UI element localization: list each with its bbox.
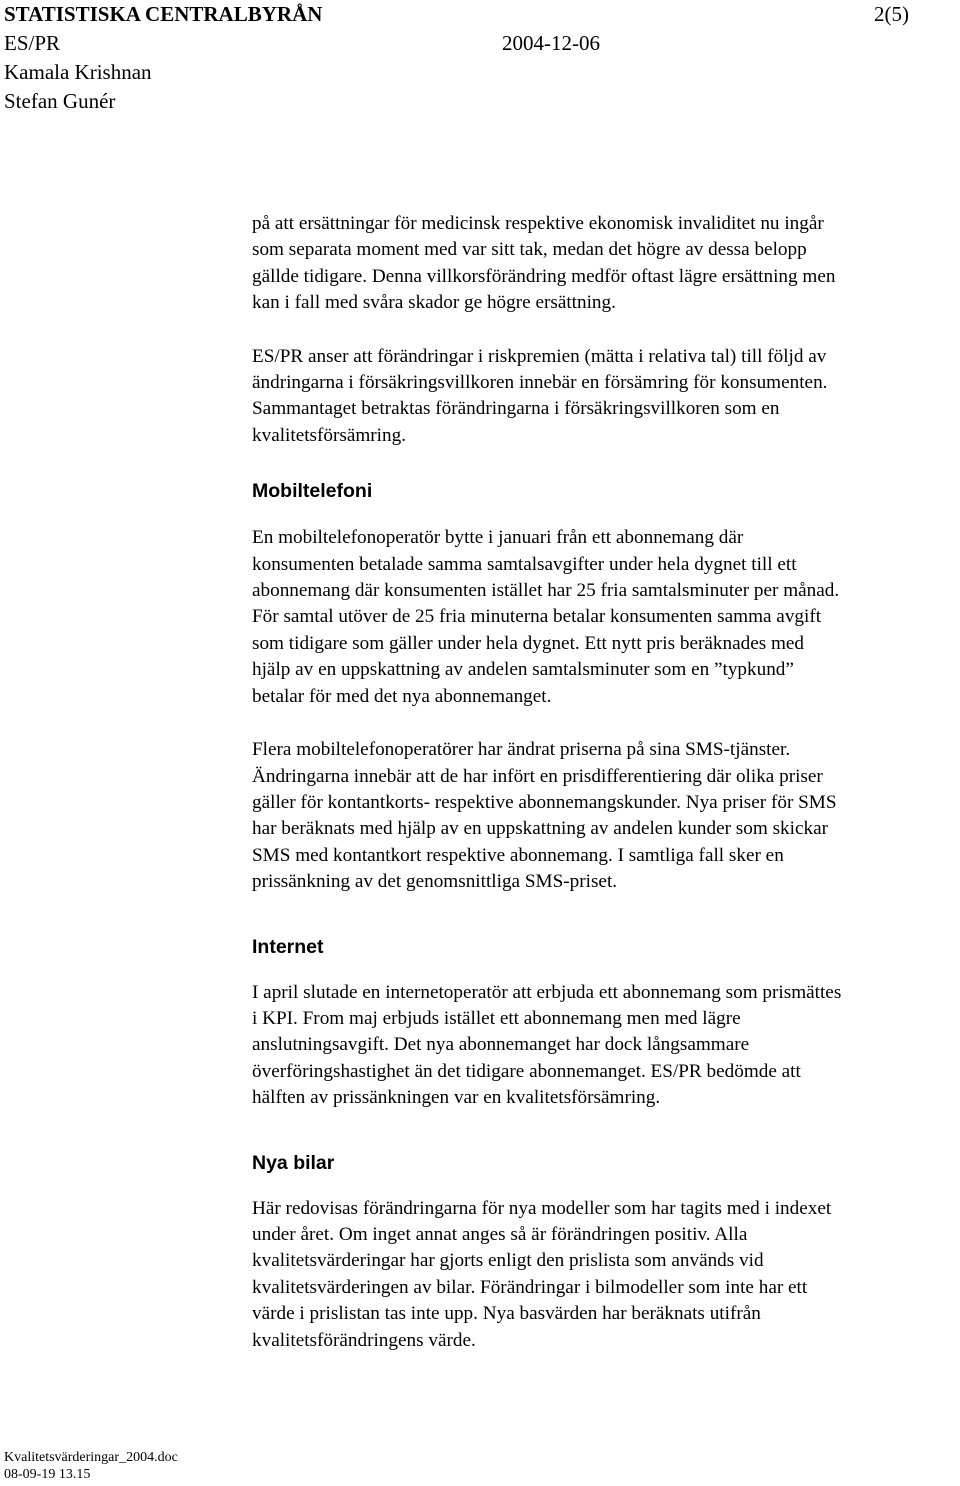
- footer-filename: Kvalitetsvärderingar_2004.doc: [4, 1450, 178, 1465]
- text-line: under året. Om inget annat anges så är förändringen positiv. Alla: [252, 1223, 748, 1245]
- espr-paragraph: [252, 344, 958, 450]
- text-line: Flera mobiltelefonoperatörer har ändrat priserna på sina SMS-tjänster.: [252, 739, 791, 761]
- page-header: [4, 0, 956, 116]
- text-line: värde i prislistan tas inte upp. Nya basvärden har beräknats utifrån: [252, 1303, 761, 1325]
- cars-paragraph: [252, 1196, 958, 1354]
- document-body: [252, 211, 958, 1354]
- section-heading-mobiltelefoni: Mobiltelefoni: [252, 480, 373, 503]
- text-line: I april slutade en internetoperatör att erbjuda ett abonnemang som prismättes: [252, 981, 842, 1003]
- author-1: Kamala Krishnan: [4, 60, 152, 84]
- text-line: hälften av prissänkningen var en kvalitetsförsämring.: [252, 1087, 661, 1109]
- header-row-1: [4, 0, 956, 29]
- text-line: ES/PR anser att förändringar i riskpremien (mätta i relativa tal) till följd av: [252, 345, 827, 367]
- section-heading-internet: Internet: [252, 935, 324, 958]
- text-line: abonnemang där konsumenten istället har 25 fria samtalsminuter per månad.: [252, 580, 840, 602]
- text-line: kvalitetsvärderingen av bilar. Förändringar i bilmodeller som inte har ett: [252, 1276, 808, 1298]
- text-line: gäller för kontantkorts- respektive abonnemangskunder. Nya priser för SMS: [252, 791, 837, 813]
- text-line: betalar för med det nya abonnemanget.: [252, 685, 552, 707]
- text-line: som separata moment med var sitt tak, medan det högre av dessa belopp: [252, 239, 807, 261]
- text-line: hjälp av en uppskattning av andelen samtalsminuter som en ”typkund”: [252, 659, 794, 681]
- text-line: som tidigare som gäller under hela dygnet. Ett nytt pris beräknades med: [252, 632, 805, 654]
- mobile-paragraph-1: [252, 525, 958, 710]
- text-line: För samtal utöver de 25 fria minuterna betalar konsumenten samma avgift: [252, 606, 822, 628]
- text-line: konsumenten betalade samma samtalsavgifter under hela dygnet till ett: [252, 553, 797, 575]
- text-line: kvalitetsvärderingar har gjorts enligt den prislista som används vid: [252, 1250, 764, 1272]
- mobile-paragraph-2: [252, 737, 958, 895]
- text-line: Sammantaget betraktas förändringarna i försäkringsvillkoren som en: [252, 398, 780, 420]
- section-heading-nya-bilar: Nya bilar: [252, 1151, 335, 1174]
- internet-paragraph: [252, 980, 958, 1112]
- text-line: En mobiltelefonoperatör bytte i januari från ett abonnemang där: [252, 527, 744, 549]
- text-line: kvalitetsförsämring.: [252, 424, 406, 446]
- text-line: gällde tidigare. Denna villkorsförändring medför oftast lägre ersättning men: [252, 265, 836, 287]
- text-line: i KPI. From maj erbjuds istället ett abonnemang men med lägre: [252, 1007, 741, 1029]
- text-line: Ändringarna innebär att de har infört en prisdifferentiering där olika priser: [252, 765, 823, 787]
- header-row-2: [4, 29, 956, 58]
- document-reference: ES/PR: [4, 31, 61, 55]
- text-line: Här redovisas förändringarna för nya modeller som har tagits med i indexet: [252, 1197, 832, 1219]
- page-footer: [4, 1449, 178, 1483]
- text-line: överföringshastighet än det tidigare abonnemanget. ES/PR bedömde att: [252, 1060, 801, 1082]
- footer-timestamp: 08-09-19 13.15: [4, 1467, 91, 1482]
- text-line: ändringarna i försäkringsvillkoren innebär en försämring för konsumenten.: [252, 372, 828, 394]
- text-line: på att ersättningar för medicinsk respektive ekonomisk invaliditet nu ingår: [252, 213, 824, 234]
- intro-paragraph: [252, 211, 958, 317]
- page-number: 2(5): [874, 2, 909, 26]
- text-line: SMS med kontantkort respektive abonnemang. I samtliga fall sker en: [252, 844, 784, 866]
- text-line: kan i fall med svåra skador ge högre ersättning.: [252, 292, 616, 314]
- author-2: Stefan Gunér: [4, 89, 116, 113]
- document-date: 2004-12-06: [502, 31, 600, 55]
- text-line: prissänkning av det genomsnittliga SMS-priset.: [252, 871, 618, 893]
- text-line: har beräknats med hjälp av en uppskattning av andelen kunder som skickar: [252, 818, 828, 840]
- text-line: anslutningsavgift. Det nya abonnemanget har dock långsammare: [252, 1034, 750, 1056]
- organization-name: STATISTISKA CENTRALBYRÅN: [4, 2, 323, 26]
- text-line: kvalitetsförändringens värde.: [252, 1329, 476, 1351]
